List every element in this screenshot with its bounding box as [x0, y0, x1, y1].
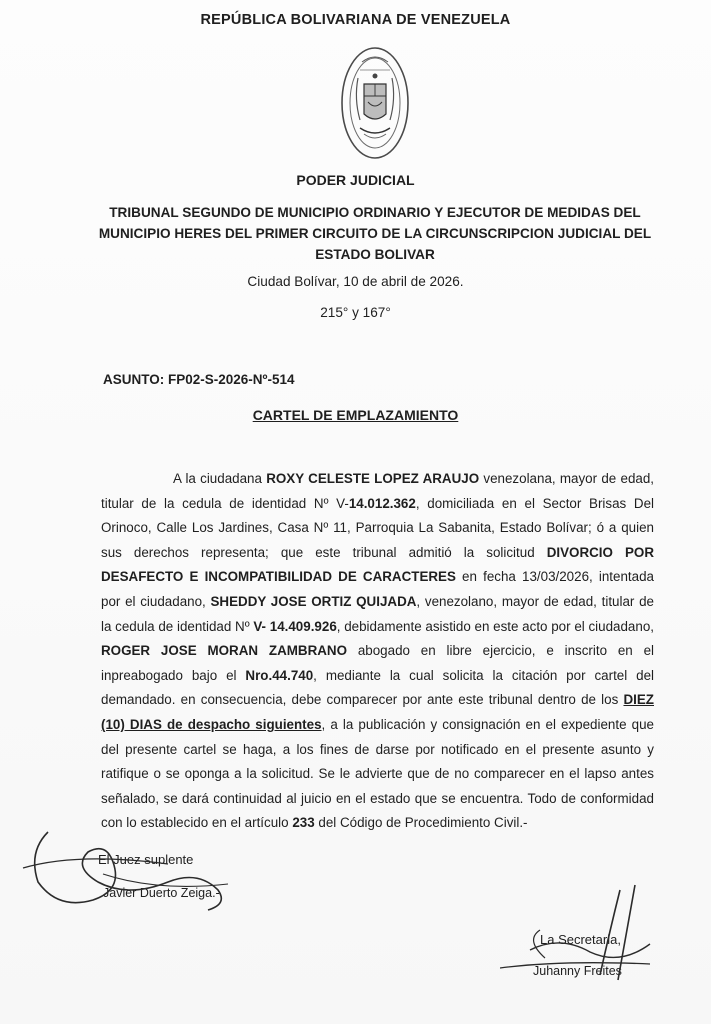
- term-days: DIEZ (10) DIAS de despacho siguientes: [101, 692, 654, 732]
- body-text-3: , domiciliada en el Sector Brisas Del Orinoco, Calle Los Jardines, Casa Nº 11, Parroquia La Sabanita, Estado Bolívar; ó a quien sus derechos representa; que este tribunal admitió la solicitud: [101, 495, 654, 560]
- body-text-9: , a la publicación y consignación en el expediente que del presente cartel se haga, a los fines de darse por notificado en el presente asunto y ratifique o se oponga a la solicitud. Se le advierte que de no comparecer en el lapso antes señalado, se dará continuidad al juicio en el estado que se encuentra. Todo de conformidad con lo establecido en el artículo: [101, 716, 654, 831]
- branch-heading: PODER JUDICIAL: [296, 172, 415, 188]
- body-text-6: , debidamente asistido en este acto por el ciudadano,: [336, 618, 654, 634]
- article-number: 233: [292, 815, 315, 831]
- body-text-7: abogado en libre ejercicio, e inscrito en el inpreabogado bajo el: [101, 643, 654, 683]
- city-date: Ciudad Bolívar, 10 de abril de 2026.: [247, 274, 464, 289]
- judge-name: Javier Duerto Zeiga.-: [103, 886, 220, 900]
- secretary-title: La Secretaria,: [540, 932, 621, 947]
- court-seal-icon: [338, 44, 412, 162]
- tribunal-heading: TRIBUNAL SEGUNDO DE MUNICIPIO ORDINARIO Y EJECUTOR DE MEDIDAS DEL MUNICIPIO HERES DEL PRIMER CIRCUITO DE LA CIRCUNSCRIPCION JUDICIAL DEL ESTADO BOLIVAR: [98, 205, 652, 262]
- plaintiff-name: SHEDDY JOSE ORTIZ QUIJADA: [210, 593, 417, 609]
- body-text-5: , venezolano, mayor de edad, titular de la cedula de identidad Nº: [101, 593, 654, 634]
- years-line: 215° y 167°: [320, 305, 391, 320]
- recipient-name: ROXY CELESTE LOPEZ ARAUJO: [266, 471, 480, 486]
- subject-line: ASUNTO: FP02-S-2026-Nº-514: [103, 372, 295, 387]
- request-type: DIVORCIO POR DESAFECTO E INCOMPATIBILIDAD DE CARACTERES: [101, 544, 655, 585]
- body-text-1: A la ciudadana: [173, 471, 267, 486]
- body-text-10: del Código de Procedimiento Civil.-: [314, 815, 528, 831]
- body-text-2: venezolana, mayor de edad, titular de la cedula de identidad Nº V-: [101, 471, 655, 511]
- secretary-name: Juhanny Freites: [533, 964, 622, 978]
- body-text-8: , mediante la cual solicita la citación por cartel del demandado. en consecuencia, debe comparecer por ante este tribunal dentro de los: [101, 667, 654, 708]
- inpreabogado-number: Nro.44.740: [245, 667, 314, 683]
- judge-title: El Juez suplente: [98, 852, 194, 867]
- republic-heading: REPÚBLICA BOLIVARIANA DE VENEZUELA: [200, 12, 511, 28]
- recipient-id: 14.012.362: [348, 495, 416, 511]
- document-title: CARTEL DE EMPLAZAMIENTO: [252, 407, 459, 423]
- body-text-4: en fecha 13/03/2026, intentada por el ciudadano,: [101, 569, 654, 609]
- body-paragraph: [101, 467, 654, 836]
- plaintiff-id: V- 14.409.926: [253, 618, 337, 634]
- lawyer-name: ROGER JOSE MORAN ZAMBRANO: [101, 643, 348, 659]
